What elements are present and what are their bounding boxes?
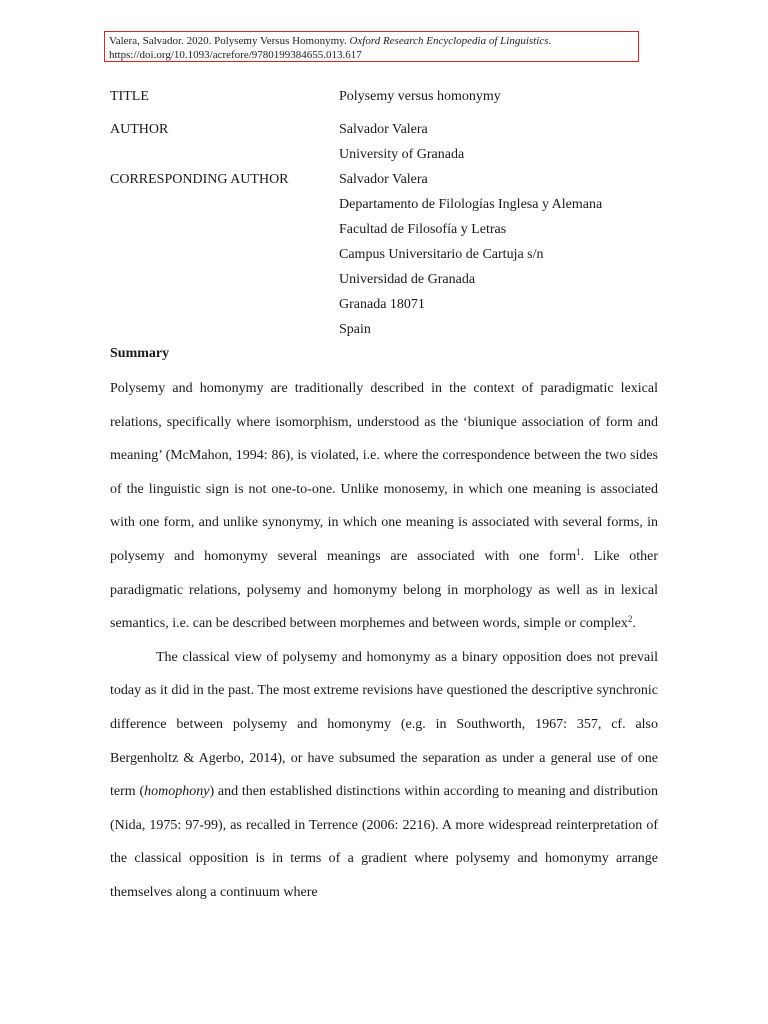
address-row [110,317,670,342]
address-row [110,217,670,242]
author-name: Salvador Valera [339,122,428,137]
title-label: TITLE [110,89,149,104]
footnote-ref-1[interactable]: 1 [576,546,581,557]
paragraph-2-text-a: The classical view of polysemy and homonymy as a binary opposition does not prevail today as it did in the past. The most extreme revisions have questioned the descriptive synchronic difference between polysemy and homonymy (e.g. in Southworth, 1967: 357, cf. also Bergenholtz & Agerbo, 2014), or have subsumed the separation as under a general use of one term ( [110,649,658,800]
citation-doi-link[interactable]: https://doi.org/10.1093/acrefore/9780199384655.013.617 [109,49,362,61]
paragraph-1-text-c: . [632,616,636,632]
empty-key [110,192,339,217]
author-label: AUTHOR [110,122,169,137]
address-city: Granada 18071 [339,297,425,312]
paragraph-2-emphasis: homophony [144,784,210,800]
paragraph-1-text-b: . Like other paradigmatic relations, polysemy and homonymy belong in morphology as well as in lexical semantics, i.e. can be described between morphemes and between words, simple or complex [110,548,658,632]
footnote-ref-2[interactable]: 2 [627,614,633,625]
empty-key [110,242,339,267]
corresponding-row [110,167,670,192]
author-affiliation-row [110,142,670,167]
citation-journal: Oxford Research Encyclopedia of Linguistics [349,35,549,47]
address-campus: Campus Universitario de Cartuja s/n [339,247,544,262]
address-row [110,267,670,292]
address-university: Universidad de Granada [339,272,476,287]
empty-key [110,317,339,342]
author-row [110,117,670,142]
corresponding-name: Salvador Valera [339,172,428,187]
empty-key [110,292,339,317]
address-row [110,242,670,267]
address-country: Spain [339,322,371,337]
citation-period: . [548,35,552,47]
title-value: Polysemy versus homonymy [339,89,501,104]
address-row [110,292,670,317]
empty-key [110,217,339,242]
paragraph-1-text-a: Polysemy and homonymy are traditionally described in the context of paradigmatic lexical relations, specifically where isomorphism, understood as the ‘biunique association of form and meaning’ (McMahon, 1994: 86), is violated, i.e. where the correspondence between the two sides of the linguistic sign is not one-to-one. Unlike monosemy, in which one meaning is associated with one form, and unlike synonymy, in which one meaning is associated with several forms, in polysemy and homonymy several meanings are associated with one form [110,381,658,564]
citation-line-1 [109,34,634,48]
title-row [110,84,670,109]
empty-key [110,142,339,167]
address-department: Departamento de Filologías Inglesa y Alemana [339,197,603,212]
empty-key [110,267,339,292]
summary-body [110,372,658,910]
citation-authors-year-title: Valera, Salvador. 2020. Polysemy Versus Homonymy. [109,35,350,47]
address-faculty: Facultad de Filosofía y Letras [339,222,507,237]
citation-box [104,31,639,62]
paragraph-2 [110,641,658,910]
summary-heading: Summary [110,346,170,361]
address-row [110,192,670,217]
corresponding-label: CORRESPONDING AUTHOR [110,172,289,187]
paragraph-1 [110,372,658,641]
paragraph-2-text-b: ) and then established distinctions within according to meaning and distribution (Nida, 1975: 97-99), as recalled in Terrence (2006: 2216). A more widespread reinterpretation of the classical opposition is in terms of a gradient where polysemy and homonymy arrange themselves along a continuum where [110,784,658,900]
author-affiliation: University of Granada [339,147,465,162]
metadata-table [110,84,670,342]
